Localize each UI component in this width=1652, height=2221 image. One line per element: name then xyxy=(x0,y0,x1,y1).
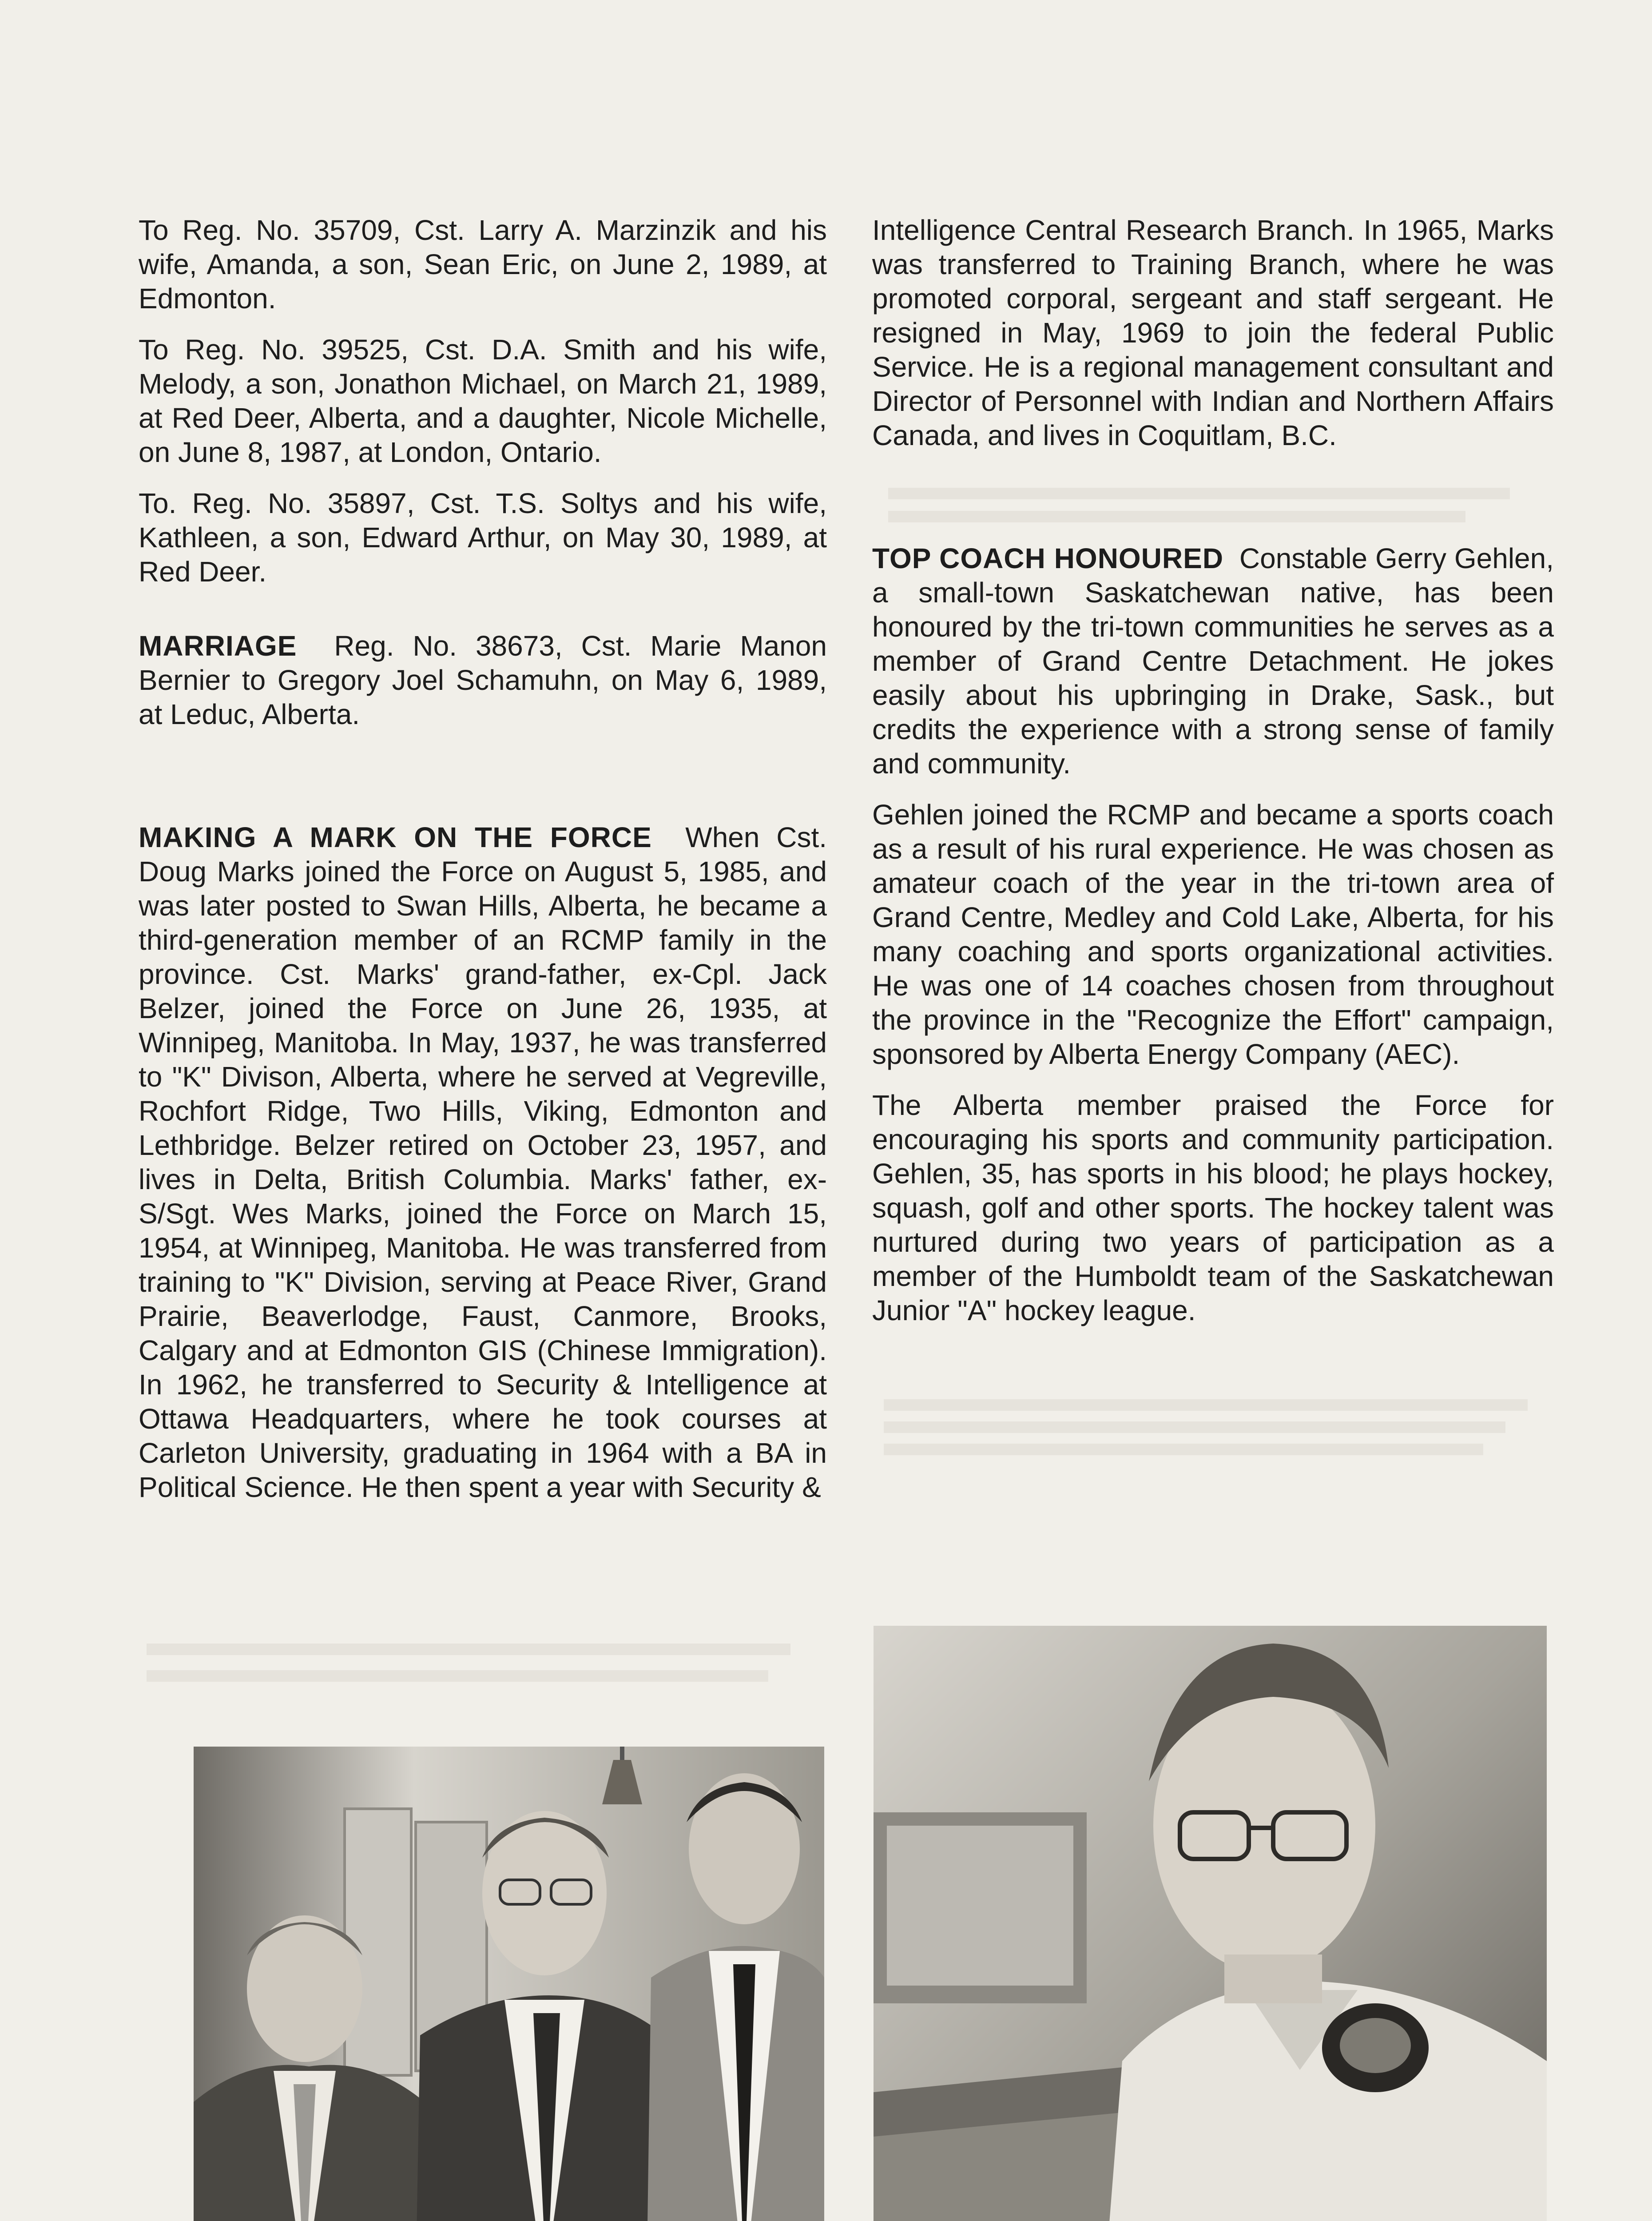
gehlen-photo xyxy=(874,1626,1547,2221)
top-coach-text-3: The Alberta member praised the Force for encouraging his sports and community participation. Gehlen, 35, has sports in his blood; he plays hockey, squash, golf and other sports. The hockey talent was nurtured during two years of participation as a member of the Humboldt team of the Saskatchewan Junior "A" hockey league. xyxy=(872,1089,1554,1326)
making-a-mark-continued: Intelligence Central Research Branch. In 1965, Marks was transferred to Training Branch, where he was promoted corporal, sergeant and staff sergeant. He resigned in May, 1969 to join the federal Public Service. He is a regional management consultant and Director of Personnel with Indian and Northern Affairs Canada, and lives in Coquitlam, B.C. xyxy=(872,214,1554,451)
show-through xyxy=(884,1444,1483,1455)
birth-notice-smith: To Reg. No. 39525, Cst. D.A. Smith and his wife, Melody, a son, Jonathon Michael, on March 21, 1989, at Red Deer, Alberta, and a daughter, Nicole Michelle, on June 8, 1987, at London, Ontario. xyxy=(139,334,827,468)
top-coach-article xyxy=(872,541,1554,781)
marriage-text: Reg. No. 38673, Cst. Marie Manon Bernier to Gregory Joel Schamuhn, on May 6, 1989, at Leduc, Alberta. xyxy=(139,630,827,730)
marriage-notice xyxy=(139,629,827,732)
right-column xyxy=(872,213,1554,1345)
making-a-mark-article xyxy=(139,820,827,1505)
top-coach-text-1: Constable Gerry Gehlen, a small-town Saskatchewan native, has been honoured by the tri-town communities he serves as a member of Grand Centre Detachment. He jokes easily about his upbringing in Drake, Sask., but credits the experience with a strong sense of family and community. xyxy=(872,542,1554,780)
making-a-mark-heading: MAKING A MARK ON THE FORCE xyxy=(139,821,652,853)
three-generations-photo xyxy=(194,1747,824,2221)
show-through xyxy=(884,1421,1505,1433)
marriage-heading: MARRIAGE xyxy=(139,630,297,662)
top-coach-text-2: Gehlen joined the RCMP and became a sports coach as a result of his rural experience. He was chosen as amateur coach of the year in the tri-town area of Grand Centre, Medley and Cold Lake, Alberta, for his many coaching and sports organizational activities. He was one of 14 coaches chosen from throughout the province in the "Recognize the Effort" campaign, sponsored by Alberta Energy Company (AEC). xyxy=(872,799,1554,1070)
show-through xyxy=(147,1644,790,1655)
birth-notice-soltys: To. Reg. No. 35897, Cst. T.S. Soltys and his wife, Kathleen, a son, Edward Arthur, on May 30, 1989, at Red Deer. xyxy=(139,487,827,588)
left-column xyxy=(139,213,827,1521)
making-a-mark-text: When Cst. Doug Marks joined the Force on August 5, 1985, and was later posted to Swan Hills, Alberta, he became a third-generation member of an RCMP family in the province. Cst. Marks' grand-father, ex-Cpl. Jack Belzer, joined the Force on June 26, 1935, at Winnipeg, Manitoba. In May, 1937, he was transferred to "K" Divison, Alberta, where he served at Vegreville, Rochfort Ridge, Two Hills, Viking, Edmonton and Lethbridge. Belzer retired on October 23, 1957, and lives in Delta, British Columbia. Marks' father, ex-S/Sgt. Wes Marks, joined the Force on March 15, 1954, at Winnipeg, Manitoba. He was transferred from training to "K" Division, serving at Peace River, Grand Prairie, Beaverlodge, Faust, Canmore, Brooks, Calgary and at Edmonton GIS (Chinese Immigration). In 1962, he transferred to Security & Intelligence at Ottawa Headquarters, where he took courses at Carleton University, graduating in 1964 with a BA in Political Science. He then spent a year with Security & xyxy=(139,821,827,1503)
top-coach-heading: TOP COACH HONOURED xyxy=(872,542,1224,574)
show-through xyxy=(884,1399,1528,1411)
show-through xyxy=(147,1670,768,1682)
birth-notice-marzinzik: To Reg. No. 35709, Cst. Larry A. Marzinzik and his wife, Amanda, a son, Sean Eric, on June 2, 1989, at Edmonton. xyxy=(139,214,827,314)
